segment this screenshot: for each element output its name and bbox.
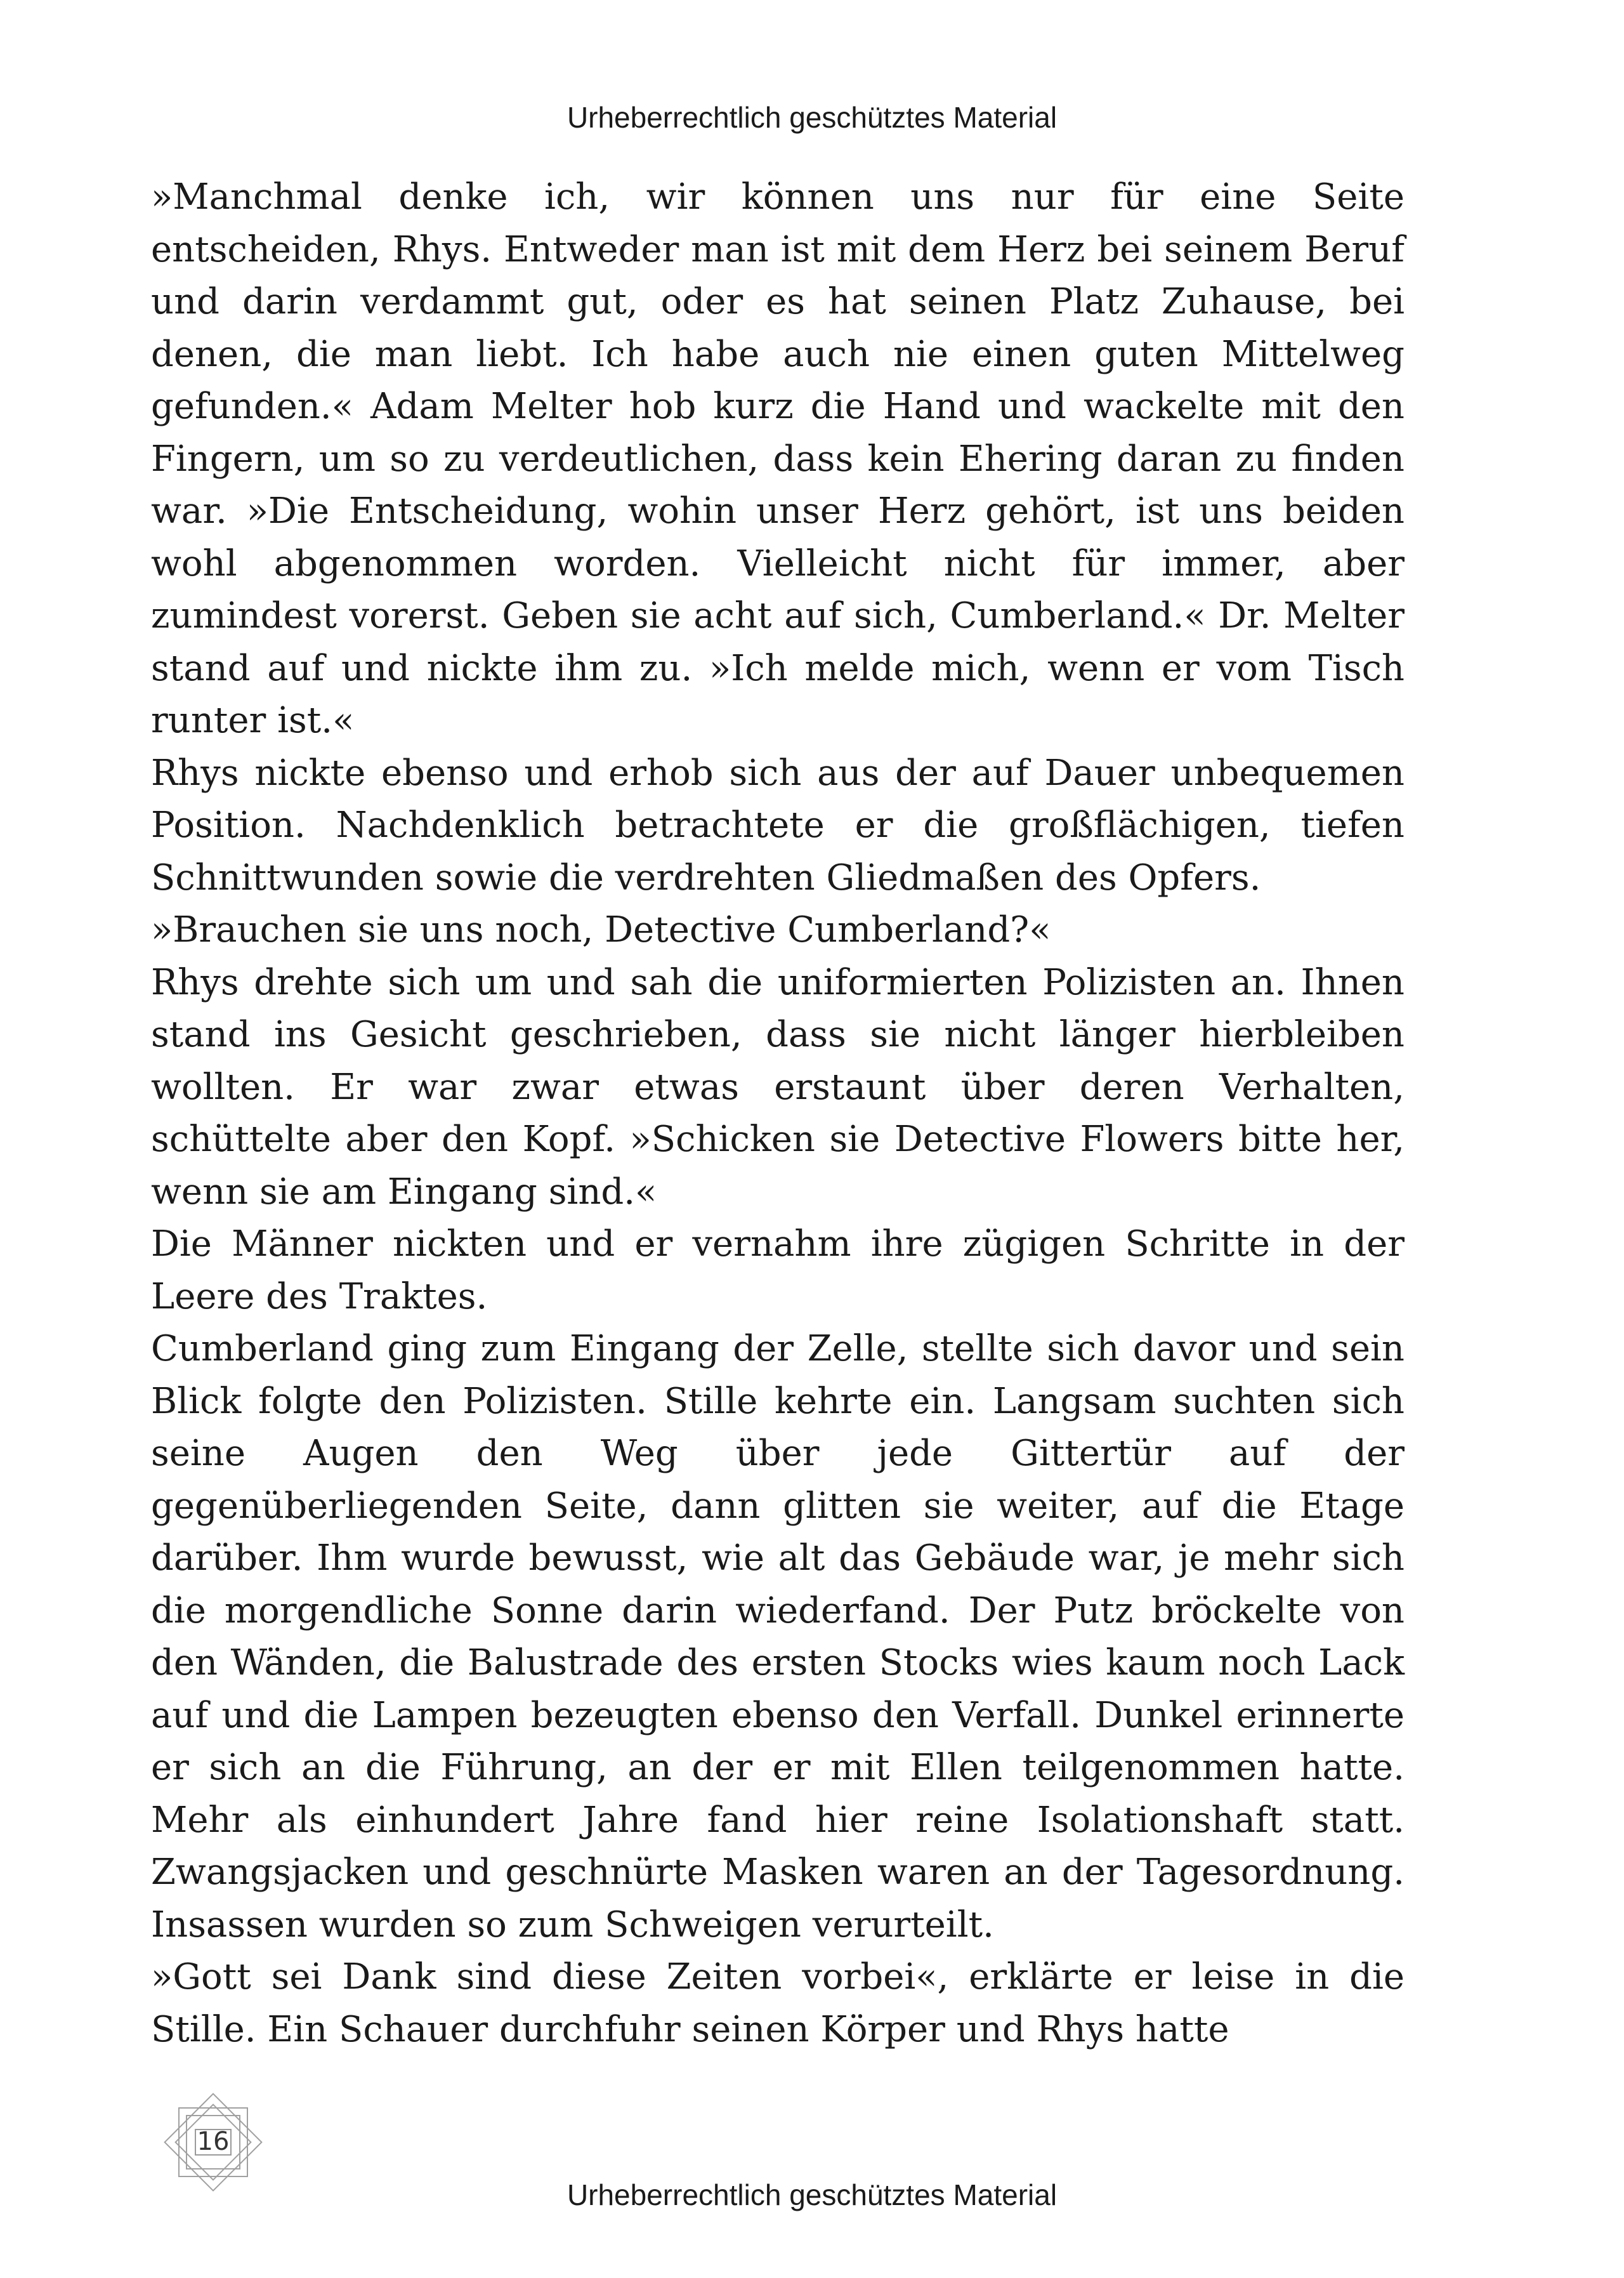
- paragraph-7: »Gott sei Dank sind diese Zeiten vorbei«, erklärte er leise in die Stille. Ein Schauer durchfuhr seinen Körper und Rhys hatte: [151, 1956, 1405, 2050]
- footer-copyright-watermark: Urheberrechtlich geschütztes Material: [566, 2178, 1058, 2211]
- paragraph-5: Die Männer nickten und er vernahm ihre zügigen Schritte in der Leere des Traktes.: [151, 1223, 1405, 1317]
- paragraph-6: Cumberland ging zum Eingang der Zelle, stellte sich davor und sein Blick folgte den Polizisten. Stille kehrte ein. Langsam suchten sich seine Augen den Weg über jede Gittertür auf der gegenüberliegenden Seite, dann glitten sie weiter, auf die Etage darüber. Ihm wurde bewusst, wie alt das Gebäude war, je mehr sich die morgendliche Sonne darin wiederfand. Der Putz bröckelte von den Wänden, die Balustrade des ersten Stocks wies kaum noch Lack auf und die Lampen bezeugten ebenso den Verfall. Dunkel erinnerte er sich an die Führung, an der er mit Ellen teilgenommen hatte. Mehr als einhundert Jahre fand hier reine Isolationshaft statt. Zwangsjacken und geschnürte Masken waren an der Tagesordnung. Insassen wurden so zum Schweigen verurteilt.: [151, 1328, 1405, 1946]
- header-copyright-watermark: Urheberrechtlich geschütztes Material: [566, 101, 1058, 134]
- paragraph-3: »Brauchen sie uns noch, Detective Cumberland?«: [151, 909, 1051, 951]
- page-number: 16: [197, 2127, 230, 2156]
- body-text: [151, 171, 1405, 2056]
- paragraph-2: Rhys nickte ebenso und erhob sich aus der auf Dauer unbequemen Position. Nachdenklich betrachtete er die großflächigen, tiefen Schnittwunden sowie die verdrehten Gliedmaßen des Opfers.: [151, 752, 1405, 899]
- paragraph-1: »Manchmal denke ich, wir können uns nur für eine Seite entscheiden, Rhys. Entweder man ist mit dem Herz bei seinem Beruf und darin verdammt gut, oder es hat seinen Platz Zuhause, bei denen, die man liebt. Ich habe auch nie einen guten Mittelweg gefunden.« Adam Melter hob kurz die Hand und wackelte mit den Fingern, um so zu verdeutlichen, dass kein Ehering daran zu finden war. »Die Entscheidung, wohin unser Herz gehört, ist uns beiden wohl abgenommen worden. Vielleicht nicht für immer, aber zumindest vorerst. Geben sie acht auf sich, Cumberland.« Dr. Melter stand auf und nickte ihm zu. »Ich melde mich, wenn er vom Tisch runter ist.«: [151, 176, 1405, 741]
- paragraph-4: Rhys drehte sich um und sah die uniformierten Polizisten an. Ihnen stand ins Gesicht geschrieben, dass sie nicht länger hierbleiben wollten. Er war zwar etwas erstaunt über deren Verhalten, schüttelte aber den Kopf. »Schicken sie Detective Flowers bitte her, wenn sie am Eingang sind.«: [151, 961, 1405, 1213]
